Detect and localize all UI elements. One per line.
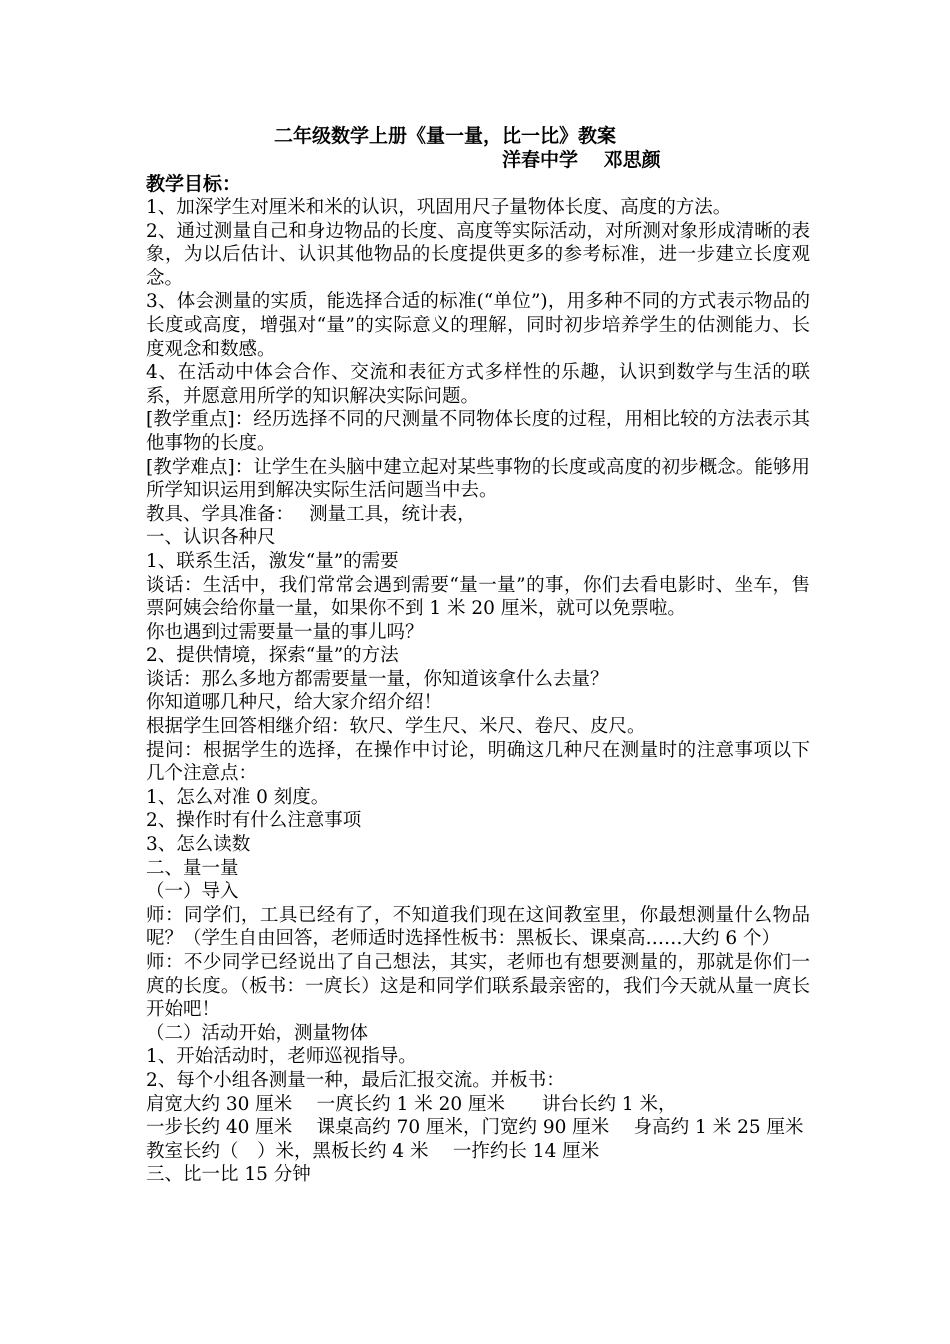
- objective-2: 2、通过测量自己和身边物品的长度、高度等实际活动，对所测对象形成清晰的表象，为以后估计、认识其他物品的长度提供更多的参考标准，进一步建立长度观念。: [146, 220, 810, 289]
- board-notes-2: 一步长约 40 厘米 课桌高约 70 厘米，门宽约 90 厘米 身高约 1 米 25 厘米: [146, 1117, 804, 1139]
- objective-4: 4、在活动中体会合作、交流和表征方式多样性的乐趣，认识到数学与生活的联系，并愿意用所学的知识解决实际问题。: [146, 362, 810, 407]
- note-2: 2、操作时有什么注意事项: [146, 810, 362, 832]
- ruler-introduction: 根据学生回答相继介绍：软尺、学生尺、米尺、卷尺、皮尺。: [146, 716, 646, 738]
- document-page: [146, 124, 810, 1187]
- board-notes-3: 教室长约（ ）米，黑板长约 4 米 一拃约长 14 厘米: [146, 1140, 600, 1162]
- teaching-focus: [教学重点]：经历选择不同的尺测量不同物体长度的过程，用相比较的方法表示其他事物的长度。: [146, 409, 810, 454]
- objective-1: 1、加深学生对厘米和米的认识，巩固用尺子量物体长度、高度的方法。: [146, 197, 732, 218]
- teacher-line-2: 师：不少同学已经说出了自己想法，其实，老师也有想要测量的，那就是你们一庹的长度。（板书：一庹长）这是和同学们联系最亲密的，我们今天就从量一庹长开始吧！: [146, 952, 810, 1021]
- objective-3: 3、体会测量的实质，能选择合适的标准(“单位”)，用多种不同的方式表示物品的长度或高度，增强对“量”的实际意义的理解，同时初步培养学生的估测能力、长度观念和数感。: [146, 291, 810, 360]
- objectives-heading: 教学目标：: [146, 173, 242, 195]
- activity-step-2: 2、每个小组各测量一种，最后汇报交流。并板书：: [146, 1069, 565, 1091]
- question-1: 你也遇到过需要量一量的事儿吗？: [146, 621, 424, 643]
- board-notes-1: 肩宽大约 30 厘米 一庹长约 1 米 20 厘米 讲台长约 1 米，: [146, 1093, 677, 1115]
- subsection-1-2: 2、提供情境，探索“量”的方法: [146, 645, 399, 667]
- prompt-notes: 提问：根据学生的选择，在操作中讨论，明确这几种尺在测量时的注意事项以下几个注意点：: [146, 739, 810, 785]
- section-3-heading: 三、比一比 15 分钟: [146, 1164, 311, 1186]
- dialogue-2: 谈话：那么多地方都需要量一量，你知道该拿什么去量？: [146, 668, 609, 690]
- document-title: 二年级数学上册《量一量，比一比》教案: [274, 125, 617, 147]
- document-author: 洋春中学 邓思颜: [502, 149, 661, 171]
- note-3: 3、怎么读数: [146, 834, 251, 856]
- dialogue-1: 谈话：生活中，我们常常会遇到需要“量一量”的事，你们去看电影时、坐车，售票阿姨会给你量一量，如果你不到 1 米 20 厘米，就可以免票啦。: [146, 574, 810, 620]
- teacher-line-1: 师：同学们，工具已经有了，不知道我们现在这间教室里，你最想测量什么物品呢？（学生自由回答，老师适时选择性板书：黑板长、课桌高……大约 6 个）: [146, 904, 810, 950]
- activity-step-1: 1、开始活动时，老师巡视指导。: [146, 1046, 417, 1068]
- section-1-heading: 一、认识各种尺: [146, 527, 276, 549]
- section-2-heading: 二、量一量: [146, 857, 239, 879]
- subsection-1-1: 1、联系生活，激发“量”的需要: [146, 550, 399, 572]
- note-1: 1、怎么对准 0 刻度。: [146, 786, 330, 808]
- teaching-difficulty: [教学难点]：让学生在头脑中建立起对某些事物的长度或高度的初步概念。能够用所学知识运用到解决实际生活问题当中去。: [146, 456, 810, 502]
- question-2: 你知道哪几种尺，给大家介绍介绍！: [146, 692, 443, 714]
- subsection-2-1: （一）导入: [146, 881, 239, 903]
- subsection-2-2: （二）活动开始，测量物体: [146, 1022, 369, 1044]
- materials-line: 教具、学具准备： 测量工具，统计表，: [146, 503, 476, 525]
